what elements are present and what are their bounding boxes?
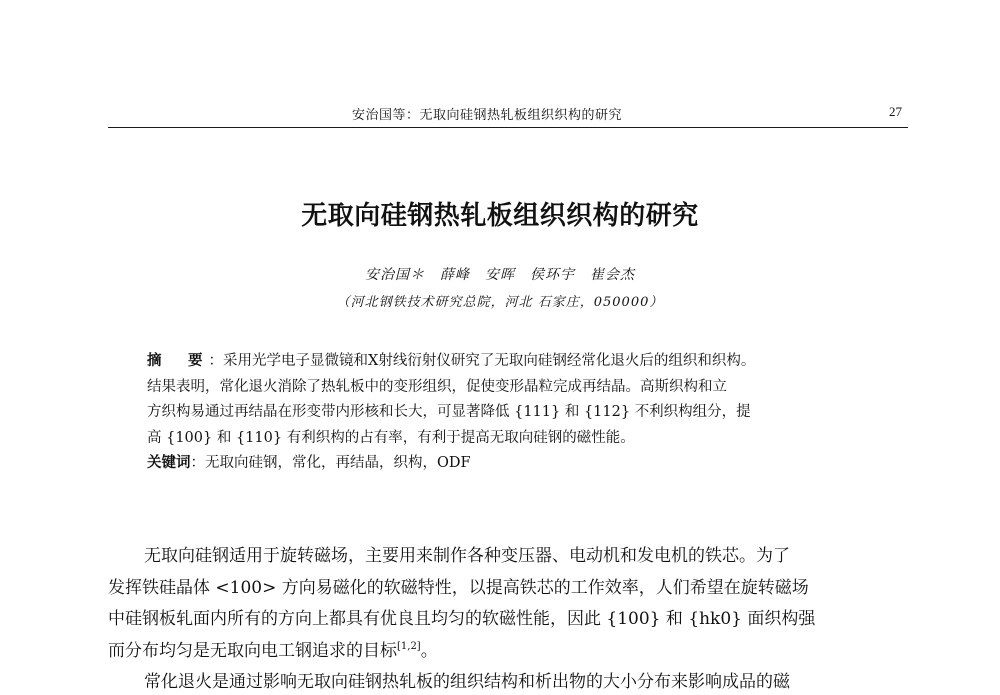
abstract xyxy=(147,349,867,477)
citation-marker: [1,2] xyxy=(397,640,421,652)
abstract-line: 高 {100} 和 {110} 有利织构的占有率，有利于提高无取向硅钢的磁性能。 xyxy=(147,429,635,446)
keywords-label: 关键词 xyxy=(147,455,191,471)
keywords-text: ：无取向硅钢，常化，再结晶，织构，ODF xyxy=(190,455,471,471)
abstract-label: 摘 要 xyxy=(147,353,209,369)
abstract-line xyxy=(147,349,867,375)
running-header-title: 安治国等：无取向硅钢热轧板组织织构的研究 xyxy=(352,108,623,123)
paper-title: 无取向硅钢热轧板组织织构的研究 xyxy=(301,201,699,231)
body-line xyxy=(108,541,908,573)
page-number: 27 xyxy=(889,104,902,119)
body-line-end: 。 xyxy=(420,640,438,661)
running-header xyxy=(108,104,908,130)
header-rule xyxy=(108,127,908,128)
body-text xyxy=(108,541,908,695)
body-line-text: 而分布均匀是无取向电工钢追求的目标 xyxy=(108,640,397,661)
body-line xyxy=(108,636,908,668)
author-affiliation: （河北钢铁技术研究总院，河北 石家庄，050000） xyxy=(336,295,664,310)
author-list: 安治国＊ 薛峰 安晖 侯环宇 崔会杰 xyxy=(365,267,635,283)
body-line-text: 常化退火是通过影响无取向硅钢热轧板的组织结构和析出物的大小分布来影响成品的磁 xyxy=(144,672,790,692)
body-line: 中硅钢板轧面内所有的方向上都具有优良且均匀的软磁性能，因此 {100} 和 {hk0} 面织构强 xyxy=(108,609,816,629)
abstract-line: 结果表明，常化退火消除了热轧板中的变形组织，促使变形晶粒完成再结晶。高斯织构和立 xyxy=(147,378,727,395)
keywords-line xyxy=(147,451,867,477)
body-line-text: 无取向硅钢适用于旋转磁场，主要用来制作各种变压器、电动机和发电机的铁芯。为了 xyxy=(144,546,790,566)
abstract-text: ：采用光学电子显微镜和X射线衍射仪研究了无取向硅钢经常化退火后的组织和织构。 xyxy=(208,353,756,369)
body-line: 发挥铁硅晶体 <100> 方向易磁化的软磁特性，以提高铁芯的工作效率，人们希望在旋转磁场 xyxy=(108,577,809,598)
body-line xyxy=(108,667,908,695)
abstract-line: 方织构易通过再结晶在形变带内形核和长大，可显著降低 {111} 和 {112} 不利织构组分，提 xyxy=(147,404,751,420)
